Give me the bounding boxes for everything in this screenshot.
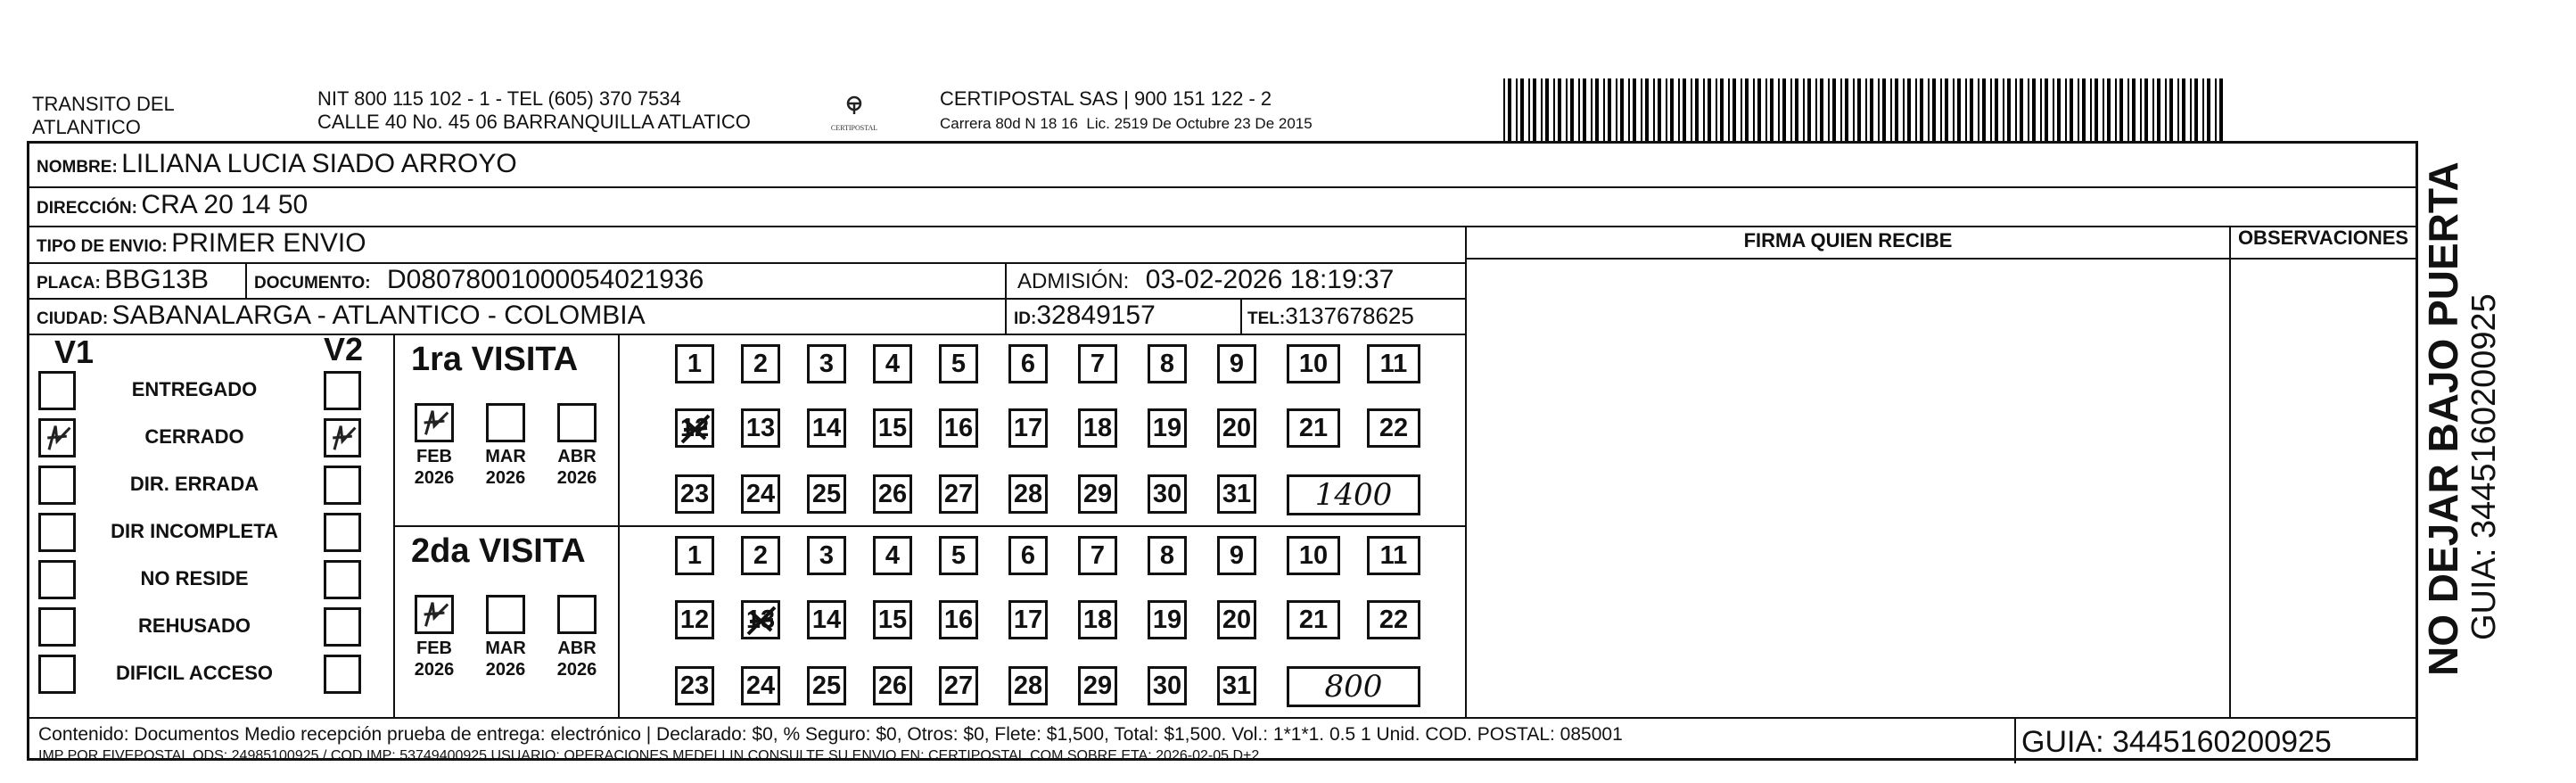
day-cell-8[interactable]: 8	[1148, 536, 1187, 575]
barcode-bar	[1970, 78, 1973, 141]
recipient-id: ID:32849157	[1014, 301, 1156, 330]
status-option-label: CERRADO	[144, 425, 244, 448]
barcode-bar	[2070, 78, 2073, 141]
barcode-bar	[1745, 78, 1749, 141]
signature-area[interactable]	[1467, 260, 2229, 717]
barcode-bar	[1995, 78, 1998, 141]
day-cell-26[interactable]: 26	[873, 474, 912, 514]
month-checkbox-mar[interactable]	[486, 403, 525, 442]
day-cell-7[interactable]: 7	[1078, 536, 1117, 575]
side-labels	[2421, 141, 2523, 676]
barcode-bar	[2157, 78, 2160, 141]
barcode-bar	[1595, 78, 1599, 141]
day-cell-8[interactable]: 8	[1148, 344, 1187, 383]
barcode-bar	[1658, 78, 1661, 141]
day-cell-4[interactable]: 4	[873, 536, 912, 575]
v1-checkbox-2[interactable]	[38, 466, 76, 505]
day-cell-14[interactable]: 14	[807, 600, 846, 639]
barcode-bar	[1732, 78, 1736, 141]
month-checkbox-abr[interactable]	[557, 403, 597, 442]
day-cell-10[interactable]: 10	[1287, 536, 1340, 575]
status-option-label: NO RESIDE	[140, 567, 249, 589]
barcode-bar	[1928, 78, 1930, 141]
barcode-bar	[1741, 78, 1742, 141]
v1-checkbox-4[interactable]	[38, 560, 76, 599]
barcode-bar	[1608, 78, 1611, 141]
month-label: FEB	[416, 447, 452, 466]
barcode-bar	[1703, 78, 1705, 141]
handwritten-time[interactable]: 800	[1287, 666, 1420, 707]
barcode-bar	[1641, 78, 1642, 141]
barcode-bar	[1666, 78, 1667, 141]
barcode-bar	[2152, 78, 2154, 141]
month-label: MAR	[485, 639, 526, 658]
v2-checkbox-2[interactable]	[324, 466, 361, 505]
barcode-bar	[1815, 78, 1817, 141]
month-label: ABR	[557, 447, 597, 466]
day-cell-18[interactable]: 18	[1078, 408, 1117, 448]
barcode-bar	[1516, 78, 1518, 141]
footer-guia-number: GUIA: 3445160200925	[2021, 725, 2332, 759]
certipostal-logo	[819, 89, 890, 136]
day-cell-2[interactable]: 2	[741, 344, 780, 383]
barcode-bar	[1915, 78, 1917, 141]
barcode-bar	[2207, 78, 2210, 141]
status-option-label: DIR INCOMPLETA	[111, 520, 278, 542]
day-cell-6[interactable]: 6	[1008, 536, 1048, 575]
day-cell-30[interactable]: 30	[1148, 666, 1187, 705]
barcode-bar	[2053, 78, 2054, 141]
barcode-bar	[2115, 78, 2117, 141]
day-cell-9[interactable]: 9	[1217, 344, 1256, 383]
barcode-bar	[1803, 78, 1805, 141]
v2-checkbox-0[interactable]	[324, 371, 361, 410]
day-cell-1[interactable]: 1	[675, 536, 714, 575]
day-cell-22[interactable]: 22	[1367, 408, 1420, 448]
month-label: FEB	[416, 639, 452, 658]
barcode-bar	[1545, 78, 1549, 141]
day-cell-4[interactable]: 4	[873, 344, 912, 383]
day-cell-3[interactable]: 3	[807, 344, 846, 383]
barcode-bar	[1820, 78, 1823, 141]
observations-area[interactable]	[2231, 260, 2416, 717]
month-label: MAR	[485, 447, 526, 466]
day-cell-24[interactable]: 24	[741, 666, 780, 705]
admission-date: ADMISIÓN: 03-02-2026 18:19:37	[1017, 265, 1395, 294]
barcode-bar	[2103, 78, 2104, 141]
barcode-bar	[1840, 78, 1842, 141]
barcode-bar	[1570, 78, 1574, 141]
barcode-bar	[1716, 78, 1717, 141]
barcode-bar	[1895, 78, 1898, 141]
barcode-bar	[1695, 78, 1699, 141]
barcode-bar	[1520, 78, 1524, 141]
barcode-bar	[2078, 78, 2079, 141]
day-cell-16[interactable]: 16	[939, 600, 978, 639]
day-cell-15[interactable]: 15	[873, 600, 912, 639]
vehicle-plate: PLACA: BBG13B	[37, 265, 209, 294]
barcode-bar	[2140, 78, 2142, 141]
barcode-bar	[1953, 78, 1955, 141]
v2-checkbox-4[interactable]	[324, 560, 361, 599]
barcode-bar	[2032, 78, 2036, 141]
barcode-bar	[2020, 78, 2023, 141]
v1-checkbox-5[interactable]	[38, 607, 76, 647]
day-cell-23[interactable]: 23	[675, 666, 714, 705]
day-cell-7[interactable]: 7	[1078, 344, 1117, 383]
barcode-bar	[1778, 78, 1780, 141]
v2-checkbox-3[interactable]	[324, 513, 361, 552]
barcode-bar	[1790, 78, 1792, 141]
barcode-bar	[1865, 78, 1867, 141]
day-cell-5[interactable]: 5	[939, 536, 978, 575]
status-option-label: REHUSADO	[138, 614, 251, 637]
barcode-bar	[1728, 78, 1730, 141]
day-cell-27[interactable]: 27	[939, 474, 978, 514]
barcode-bar	[2127, 78, 2129, 141]
day-cell-19[interactable]: 19	[1148, 600, 1187, 639]
day-cell-30[interactable]: 30	[1148, 474, 1187, 514]
barcode-bar	[2194, 78, 2198, 141]
day-cell-11[interactable]: 11	[1367, 344, 1420, 383]
observations-column-header: OBSERVACIONES	[2237, 227, 2409, 249]
v1-checkbox-0[interactable]	[38, 371, 76, 410]
day-cell-16[interactable]: 16	[939, 408, 978, 448]
barcode-bar	[1957, 78, 1961, 141]
barcode-bar	[1720, 78, 1724, 141]
day-cell-20[interactable]: 20	[1217, 600, 1256, 639]
month-year: 2026	[485, 468, 526, 488]
day-cell-25[interactable]: 25	[807, 666, 846, 705]
v1-checkbox-1[interactable]	[38, 418, 76, 457]
day-cell-20[interactable]: 20	[1217, 408, 1256, 448]
month-year: 2026	[414, 660, 455, 680]
barcode-bar	[1882, 78, 1886, 141]
barcode	[1503, 78, 2231, 141]
barcode-bar	[2169, 78, 2173, 141]
v1-checkbox-6[interactable]	[38, 655, 76, 694]
document-number: DOCUMENTO: D08078001000054021936	[254, 265, 704, 294]
visit-title: 2da VISITA	[411, 532, 586, 570]
barcode-bar	[1633, 78, 1636, 141]
barcode-bar	[2007, 78, 2011, 141]
day-cell-29[interactable]: 29	[1078, 474, 1117, 514]
month-checkbox-feb[interactable]	[415, 403, 454, 442]
barcode-bar	[1628, 78, 1630, 141]
day-cell-18[interactable]: 18	[1078, 600, 1117, 639]
side-guia-number: GUIA: 3445160200925	[2465, 293, 2503, 640]
barcode-bar	[1978, 78, 1979, 141]
barcode-bar	[1920, 78, 1923, 141]
barcode-bar	[1508, 78, 1511, 141]
barcode-bar	[1691, 78, 1692, 141]
barcode-bar	[1757, 78, 1761, 141]
barcode-bar	[1616, 78, 1617, 141]
footer-contents: Contenido: Documentos Medio recepción prueba de entrega: electrónico | Declarado: $0, % Seguro: $0, Otros: $0, Flete: $1,500, Total: $1,500. Vol.: 1*1*1. 0.5 1 Unid. COD. POSTAL: 085001	[38, 724, 1623, 745]
barcode-bar	[1945, 78, 1948, 141]
barcode-bar	[2003, 78, 2004, 141]
day-cell-19[interactable]: 19	[1148, 408, 1187, 448]
barcode-bar	[1807, 78, 1811, 141]
day-cell-31[interactable]: 31	[1217, 666, 1256, 705]
barcode-bar	[1782, 78, 1786, 141]
barcode-bar	[1533, 78, 1536, 141]
day-cell-28[interactable]: 28	[1008, 474, 1048, 514]
day-cell-13[interactable]: 13	[741, 408, 780, 448]
v2-checkbox-1[interactable]	[324, 418, 361, 457]
v1-checkbox-3[interactable]	[38, 513, 76, 552]
barcode-bar	[1541, 78, 1543, 141]
barcode-bar	[1678, 78, 1680, 141]
barcode-bar	[1845, 78, 1848, 141]
status-option-label: ENTREGADO	[131, 378, 258, 400]
month-checkbox-mar[interactable]	[486, 595, 525, 634]
barcode-bar	[2107, 78, 2111, 141]
recipient-name: NOMBRE: LILIANA LUCIA SIADO ARROYO	[37, 149, 517, 178]
issuer-nit: NIT 800 115 102 - 1 - TEL (605) 370 7534	[317, 87, 681, 110]
day-cell-14[interactable]: 14	[807, 408, 846, 448]
day-cell-29[interactable]: 29	[1078, 666, 1117, 705]
day-cell-15[interactable]: 15	[873, 408, 912, 448]
day-cell-5[interactable]: 5	[939, 344, 978, 383]
month-year: 2026	[556, 660, 597, 680]
visit-title: 1ra VISITA	[411, 341, 579, 378]
signature-column-header: FIRMA QUIEN RECIBE	[1743, 229, 1953, 251]
barcode-bar	[2090, 78, 2092, 141]
barcode-bar	[1940, 78, 1942, 141]
carrier-name: CERTIPOSTAL SAS | 900 151 122 - 2	[940, 87, 1272, 110]
barcode-bar	[2144, 78, 2148, 141]
day-cell-13[interactable]: 13	[741, 600, 780, 639]
barcode-bar	[1982, 78, 1986, 141]
barcode-bar	[2182, 78, 2185, 141]
recipient-phone: TEL:3137678625	[1247, 302, 1414, 329]
barcode-bar	[2132, 78, 2136, 141]
barcode-bar	[2065, 78, 2067, 141]
barcode-bar	[2057, 78, 2061, 141]
barcode-bar	[1857, 78, 1861, 141]
barcode-bar	[1990, 78, 1992, 141]
barcode-bar	[1832, 78, 1836, 141]
no-dejar-bajo-puerta: NO DEJAR BAJO PUERTA	[2420, 161, 2466, 676]
status-option-label: DIR. ERRADA	[129, 473, 259, 495]
barcode-bar	[2015, 78, 2017, 141]
day-cell-10[interactable]: 10	[1287, 344, 1340, 383]
day-cell-23[interactable]: 23	[675, 474, 714, 514]
barcode-bar	[1765, 78, 1767, 141]
recipient-address: DIRECCIÓN: CRA 20 14 50	[37, 190, 309, 219]
day-cell-22[interactable]: 22	[1367, 600, 1420, 639]
barcode-bar	[1528, 78, 1530, 141]
barcode-bar	[1653, 78, 1655, 141]
barcode-bar	[1670, 78, 1674, 141]
day-cell-24[interactable]: 24	[741, 474, 780, 514]
v2-checkbox-6[interactable]	[324, 655, 361, 694]
day-cell-11[interactable]: 11	[1367, 536, 1420, 575]
issuer-address: CALLE 40 No. 45 06 BARRANQUILLA ATLATICO	[317, 111, 751, 133]
barcode-bar	[1870, 78, 1873, 141]
v2-header: V2	[324, 331, 364, 367]
issuer-name: TRANSITO DEL ATLANTICO	[32, 93, 175, 138]
day-cell-17[interactable]: 17	[1008, 408, 1048, 448]
day-cell-12[interactable]: 12	[675, 600, 714, 639]
month-label: ABR	[557, 639, 597, 658]
day-cell-25[interactable]: 25	[807, 474, 846, 514]
barcode-bar	[2177, 78, 2179, 141]
barcode-bar	[1907, 78, 1911, 141]
day-cell-6[interactable]: 6	[1008, 344, 1048, 383]
barcode-bar	[1903, 78, 1905, 141]
recipient-city: CIUDAD: SABANALARGA - ATLANTICO - COLOMBIA	[37, 301, 646, 330]
barcode-bar	[1795, 78, 1798, 141]
barcode-bar	[1853, 78, 1855, 141]
day-cell-26[interactable]: 26	[873, 666, 912, 705]
day-cell-12[interactable]: 12	[675, 408, 714, 448]
barcode-bar	[1566, 78, 1568, 141]
barcode-bar	[1932, 78, 1936, 141]
handwritten-time[interactable]: 1400	[1287, 474, 1420, 515]
month-year: 2026	[556, 468, 597, 488]
barcode-bar	[1878, 78, 1880, 141]
day-cell-28[interactable]: 28	[1008, 666, 1048, 705]
barcode-bar	[1603, 78, 1605, 141]
month-year: 2026	[485, 660, 526, 680]
day-cell-9[interactable]: 9	[1217, 536, 1256, 575]
day-cell-31[interactable]: 31	[1217, 474, 1256, 514]
barcode-bar	[1578, 78, 1580, 141]
footer-print-info: IMP POR FIVEPOSTAL ODS: 24985100925 / COD.IMP: 53749400925 USUARIO: OPERACIONES MEDELLIN CONSULTE SU ENVIO EN: CERTIPOSTAL.COM SOBRE ETA: 2026-02-05 D+2	[38, 748, 1260, 763]
month-checkbox-abr[interactable]	[557, 595, 597, 634]
logo-text: CERTIPOSTAL	[830, 124, 878, 132]
day-cell-17[interactable]: 17	[1008, 600, 1048, 639]
barcode-bar	[2119, 78, 2123, 141]
v2-checkbox-5[interactable]	[324, 607, 361, 647]
carrier-address: Carrera 80d N 18 16 Lic. 2519 De Octubre 23 De 2015	[940, 115, 1313, 132]
barcode-bar	[1965, 78, 1967, 141]
delivery-form	[27, 141, 2418, 761]
shipment-type: TIPO DE ENVIO: PRIMER ENVIO	[37, 228, 366, 258]
barcode-bar	[1753, 78, 1755, 141]
barcode-bar	[2082, 78, 2086, 141]
barcode-bar	[2219, 78, 2223, 141]
barcode-bar	[1708, 78, 1711, 141]
barcode-bar	[1558, 78, 1561, 141]
barcode-bar	[1620, 78, 1624, 141]
barcode-bar	[1553, 78, 1555, 141]
barcode-bar	[2045, 78, 2048, 141]
barcode-bar	[1828, 78, 1830, 141]
day-cell-21[interactable]: 21	[1287, 408, 1340, 448]
barcode-bar	[2165, 78, 2167, 141]
month-year: 2026	[414, 468, 455, 488]
day-cell-1[interactable]: 1	[675, 344, 714, 383]
barcode-bar	[2095, 78, 2098, 141]
barcode-bar	[1503, 78, 1505, 141]
day-cell-3[interactable]: 3	[807, 536, 846, 575]
barcode-bar	[1770, 78, 1774, 141]
barcode-bar	[2028, 78, 2029, 141]
barcode-bar	[1583, 78, 1586, 141]
day-cell-21[interactable]: 21	[1287, 600, 1340, 639]
v1-header: V1	[54, 334, 95, 370]
barcode-bar	[2040, 78, 2042, 141]
barcode-bar	[1683, 78, 1686, 141]
day-cell-27[interactable]: 27	[939, 666, 978, 705]
day-cell-2[interactable]: 2	[741, 536, 780, 575]
barcode-bar	[2202, 78, 2204, 141]
barcode-bar	[2190, 78, 2192, 141]
barcode-bar	[1591, 78, 1593, 141]
barcode-bar	[1645, 78, 1649, 141]
status-option-label: DIFICIL ACCESO	[115, 662, 273, 684]
barcode-bar	[1890, 78, 1892, 141]
barcode-bar	[2215, 78, 2217, 141]
month-checkbox-feb[interactable]	[415, 595, 454, 634]
